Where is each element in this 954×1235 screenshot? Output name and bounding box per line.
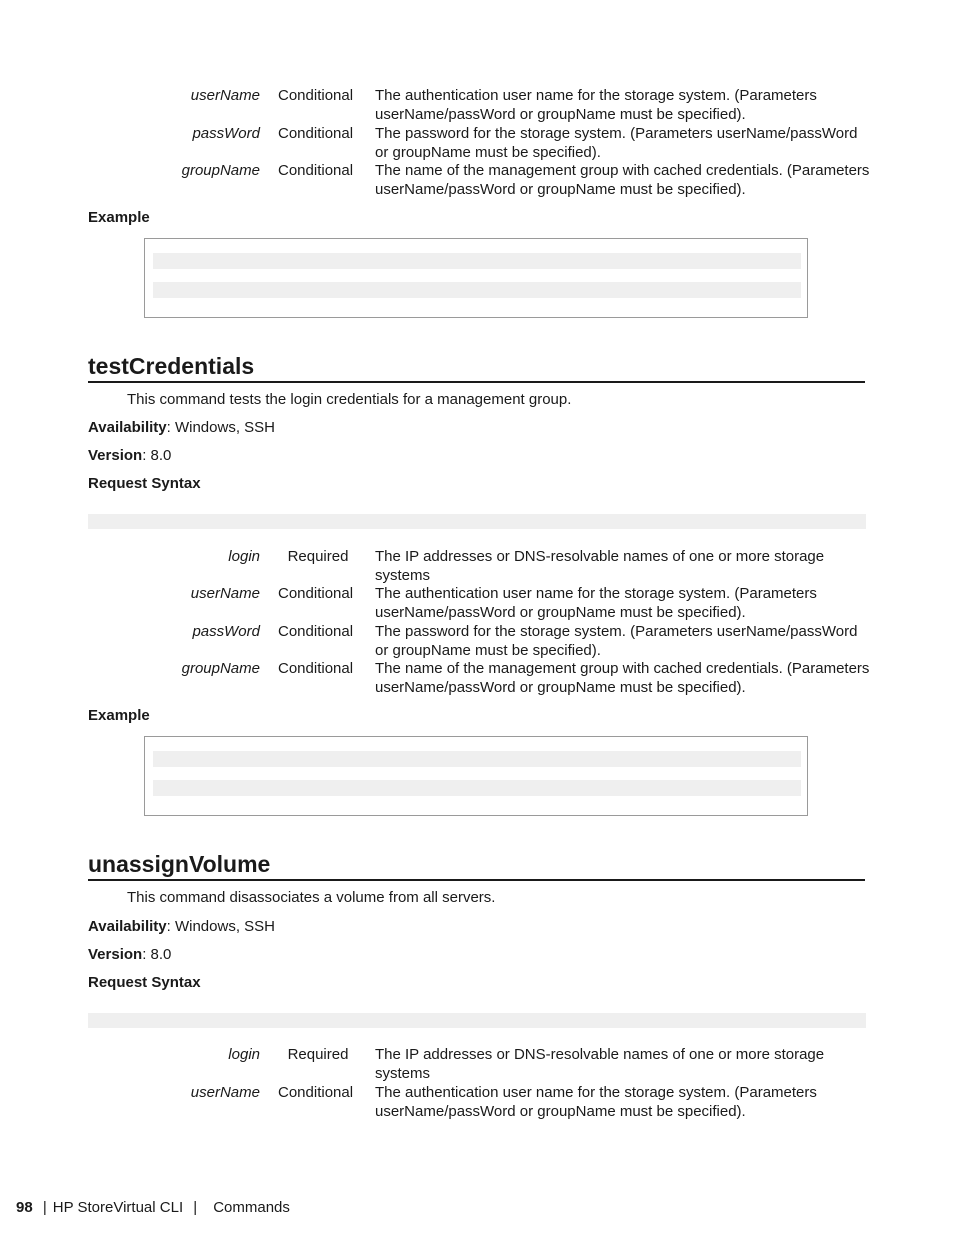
request-syntax-code xyxy=(88,514,866,529)
param-name: passWord xyxy=(192,125,260,142)
param-name: groupName xyxy=(181,162,260,179)
param-description: The password for the storage system. (Parameters userName/passWord or groupName must be specified). xyxy=(375,623,858,659)
param-requirement: Conditional xyxy=(278,660,354,677)
footer-separator: | xyxy=(42,1199,47,1216)
param-name: userName xyxy=(190,1084,260,1101)
param-requirement: Conditional xyxy=(278,125,354,142)
param-name: login xyxy=(228,1046,260,1063)
code-line xyxy=(153,253,801,269)
param-requirement: Conditional xyxy=(278,585,354,602)
code-line xyxy=(153,780,801,796)
param-name: userName xyxy=(190,585,260,602)
page-number: 98 xyxy=(16,1199,33,1216)
param-description: The IP addresses or DNS-resolvable names of one or more storage systems xyxy=(375,548,825,584)
section-heading: testCredentials xyxy=(88,352,865,383)
example-label: Example xyxy=(88,209,150,226)
availability-line xyxy=(88,418,275,437)
param-description: The authentication user name for the storage system. (Parameters userName/passWord or groupName must be specified). xyxy=(375,87,817,123)
availability-label: Availability xyxy=(88,918,167,935)
param-name: groupName xyxy=(181,660,260,677)
availability-value: : Windows, SSH xyxy=(166,419,276,436)
param-description: The password for the storage system. (Parameters userName/passWord or groupName must be specified). xyxy=(375,125,858,161)
example-label: Example xyxy=(88,707,150,724)
param-requirement: Required xyxy=(287,548,349,565)
request-syntax-code xyxy=(88,1013,866,1028)
param-description: The name of the management group with cached credentials. (Parameters userName/passWord or groupName must be specified). xyxy=(375,162,870,198)
param-name: userName xyxy=(190,87,260,104)
param-name: passWord xyxy=(192,623,260,640)
request-syntax-label: Request Syntax xyxy=(88,974,201,991)
param-name: login xyxy=(228,548,260,565)
availability-line xyxy=(88,917,275,936)
param-requirement: Required xyxy=(287,1046,349,1063)
param-requirement: Conditional xyxy=(278,623,354,640)
version-value: : 8.0 xyxy=(142,447,172,464)
param-requirement: Conditional xyxy=(278,162,354,179)
footer-chapter: Commands xyxy=(213,1199,290,1216)
code-line xyxy=(153,282,801,298)
footer-product: HP StoreVirtual CLI xyxy=(52,1199,184,1216)
section-intro: This command tests the login credentials for a management group. xyxy=(127,391,572,408)
availability-value: : Windows, SSH xyxy=(166,918,276,935)
request-syntax-label: Request Syntax xyxy=(88,475,201,492)
code-line xyxy=(153,751,801,767)
version-label: Version xyxy=(88,447,143,464)
footer-separator: | xyxy=(193,1199,198,1216)
param-description: The name of the management group with cached credentials. (Parameters userName/passWord or groupName must be specified). xyxy=(375,660,870,696)
availability-label: Availability xyxy=(88,419,167,436)
version-value: : 8.0 xyxy=(142,946,172,963)
version-label: Version xyxy=(88,946,143,963)
version-line xyxy=(88,945,171,964)
param-requirement: Conditional xyxy=(278,1084,354,1101)
param-requirement: Conditional xyxy=(278,87,354,104)
section-intro: This command disassociates a volume from all servers. xyxy=(127,889,496,906)
example-code-box xyxy=(144,238,808,318)
example-code-box xyxy=(144,736,808,816)
param-description: The authentication user name for the storage system. (Parameters userName/passWord or groupName must be specified). xyxy=(375,585,817,621)
section-heading: unassignVolume xyxy=(88,850,865,881)
param-description: The IP addresses or DNS-resolvable names of one or more storage systems xyxy=(375,1046,825,1082)
version-line xyxy=(88,446,171,465)
page-footer xyxy=(16,1198,290,1217)
param-description: The authentication user name for the storage system. (Parameters userName/passWord or groupName must be specified). xyxy=(375,1084,817,1120)
